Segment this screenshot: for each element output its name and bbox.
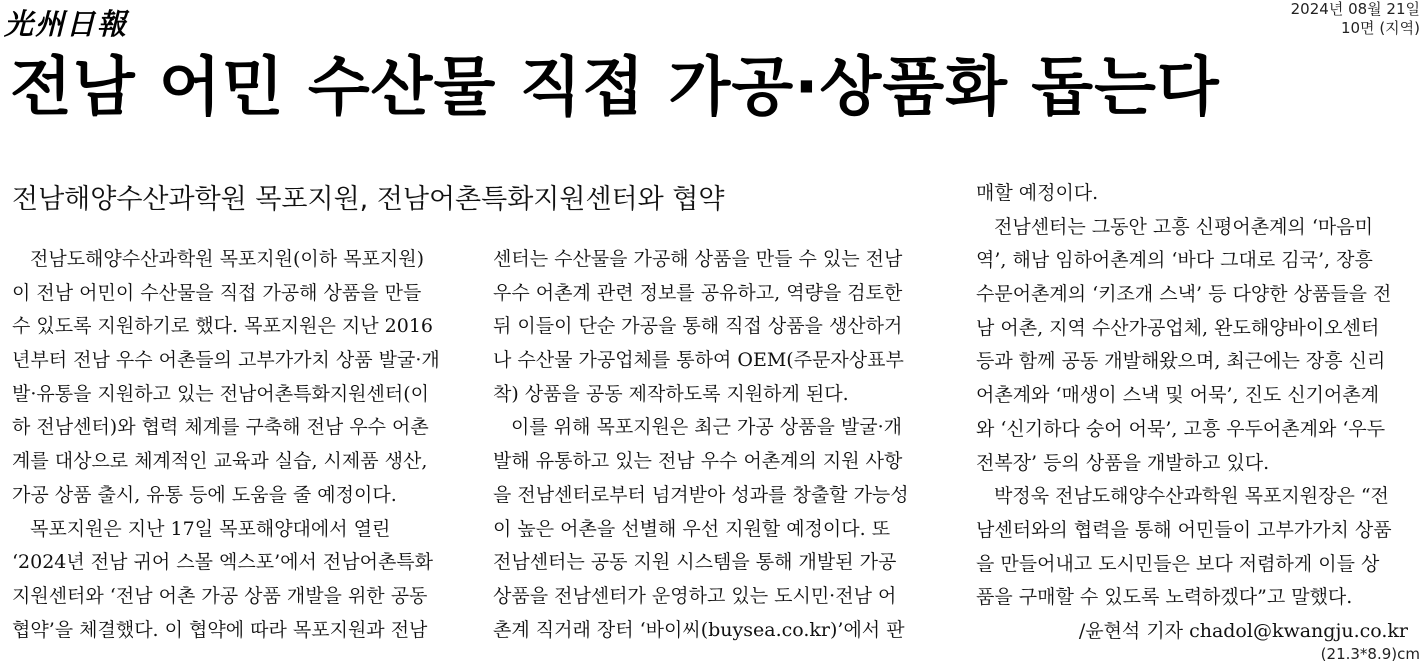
article-line: 등과 함께 공동 개발해왔으며, 최근에는 장흥 신리: [976, 350, 1386, 373]
article-line: 착) 상품을 공동 제작하도록 지원하게 된다.: [493, 382, 849, 405]
article-line: 전남센터는 그동안 고흥 신평어촌계의 ‘마음미: [994, 215, 1373, 238]
article-line: 지원센터와 ‘전남 어촌 가공 상품 개발을 위한 공동: [12, 584, 428, 607]
article-line: 상품을 전남센터가 운영하고 있는 도시민·전남 어: [493, 584, 897, 607]
article-line: 센터는 수산물을 가공해 상품을 만들 수 있는 전남: [493, 248, 903, 270]
article-line: 하 전남센터)와 협력 체계를 구축해 전남 우수 어촌: [12, 416, 429, 439]
article-line: 남센터와의 협력을 통해 어민들이 고부가가치 상품: [976, 518, 1392, 541]
article-line: ‘2024년 전남 귀어 스몰 엑스포’에서 전남어촌특화: [12, 551, 434, 574]
article-line: 가공 상품 출시, 유통 등에 도움을 줄 예정이다.: [12, 483, 397, 506]
article-line: 목포지원은 지난 17일 목포해양대에서 열린: [30, 517, 391, 540]
article-line: 이를 위해 목포지원은 최근 가공 상품을 발굴·개: [511, 416, 903, 439]
article-line: 어촌계와 ‘매생이 스낵 및 어묵’, 진도 신기어촌계: [976, 384, 1380, 407]
article-line: 나 수산물 가공업체를 통하여 OEM(주문자상표부: [493, 349, 904, 372]
issue-meta: [1291, 0, 1420, 38]
article-line: 와 ‘신기하다 숭어 어묵’, 고흥 우두어촌계와 ‘우두: [976, 417, 1386, 440]
article-column-1: [12, 243, 452, 647]
article-line: 발해 유통하고 있는 전남 우수 어촌계의 지원 사항: [493, 450, 903, 473]
article-line: 을 만들어내고 도시민들은 보다 저렴하게 이들 상: [976, 552, 1380, 575]
article-line: 협약’을 체결했다. 이 협약에 따라 목포지원과 전남: [12, 618, 428, 641]
article-line: 뒤 이들이 단순 가공을 통해 직접 상품을 생산하거: [493, 315, 903, 338]
article-line: 남 어촌, 지역 수산가공업체, 완도해양바이오센터: [976, 316, 1380, 339]
newspaper-logo: 光州日報: [4, 7, 129, 41]
article-line: 을 전남센터로부터 넘겨받아 성과를 창출할 가능성: [493, 483, 909, 506]
article-line: 이 전남 어민이 수산물을 직접 가공해 상품을 만들: [12, 281, 422, 304]
article-line: 년부터 전남 우수 어촌들의 고부가가치 상품 발굴·개: [12, 349, 440, 372]
article-line: 이 높은 어촌을 선별해 우선 지원할 예정이다. 또: [493, 517, 891, 540]
article-line: 전복장’ 등의 상품을 개발하고 있다.: [976, 451, 1270, 474]
article-column-2: [493, 243, 933, 647]
article-line: 박정욱 전남도해양수산과학원 목포지원장은 “전: [994, 485, 1389, 508]
article-byline: /윤현석 기자 chadol@kwangju.co.kr: [1078, 619, 1408, 642]
article-line: 품을 구매할 수 있도록 노력하겠다”고 말했다.: [976, 586, 1353, 609]
article-line: 촌계 직거래 장터 ‘바이씨(buysea.co.kr)’에서 판: [493, 618, 905, 641]
article-line: 우수 어촌계 관련 정보를 공유하고, 역량을 검토한: [493, 281, 903, 304]
article-line: 역’, 해남 임하어촌계의 ‘바다 그대로 김국’, 장흥: [976, 249, 1373, 272]
article-line: 매할 예정이다.: [976, 182, 1099, 204]
article-line: 수문어촌계의 ‘키조개 스낵’ 등 다양한 상품들을 전: [976, 283, 1392, 306]
article-line: 수 있도록 지원하기로 했다. 목포지원은 지난 2016: [12, 315, 434, 338]
article-headline: 전남 어민 수산물 직접 가공·상품화 돕는다: [10, 51, 1220, 125]
page-section: 10면 (지역): [1340, 19, 1420, 37]
article-column-3: [976, 177, 1408, 649]
article-size-note: (21.3*8.9)cm: [1320, 645, 1420, 663]
issue-date: 2024년 08월 21일: [1290, 0, 1420, 18]
article-line: 전남센터는 공동 지원 시스템을 통해 개발된 가공: [493, 551, 897, 574]
article-line: 전남도해양수산과학원 목포지원(이하 목포지원): [30, 248, 424, 270]
article-subheadline: 전남해양수산과학원 목포지원, 전남어촌특화지원센터와 협약: [12, 184, 725, 215]
article-line: 계를 대상으로 체계적인 교육과 실습, 시제품 생산,: [12, 450, 428, 473]
article-line: 발·유통을 지원하고 있는 전남어촌특화지원센터(이: [12, 382, 430, 405]
